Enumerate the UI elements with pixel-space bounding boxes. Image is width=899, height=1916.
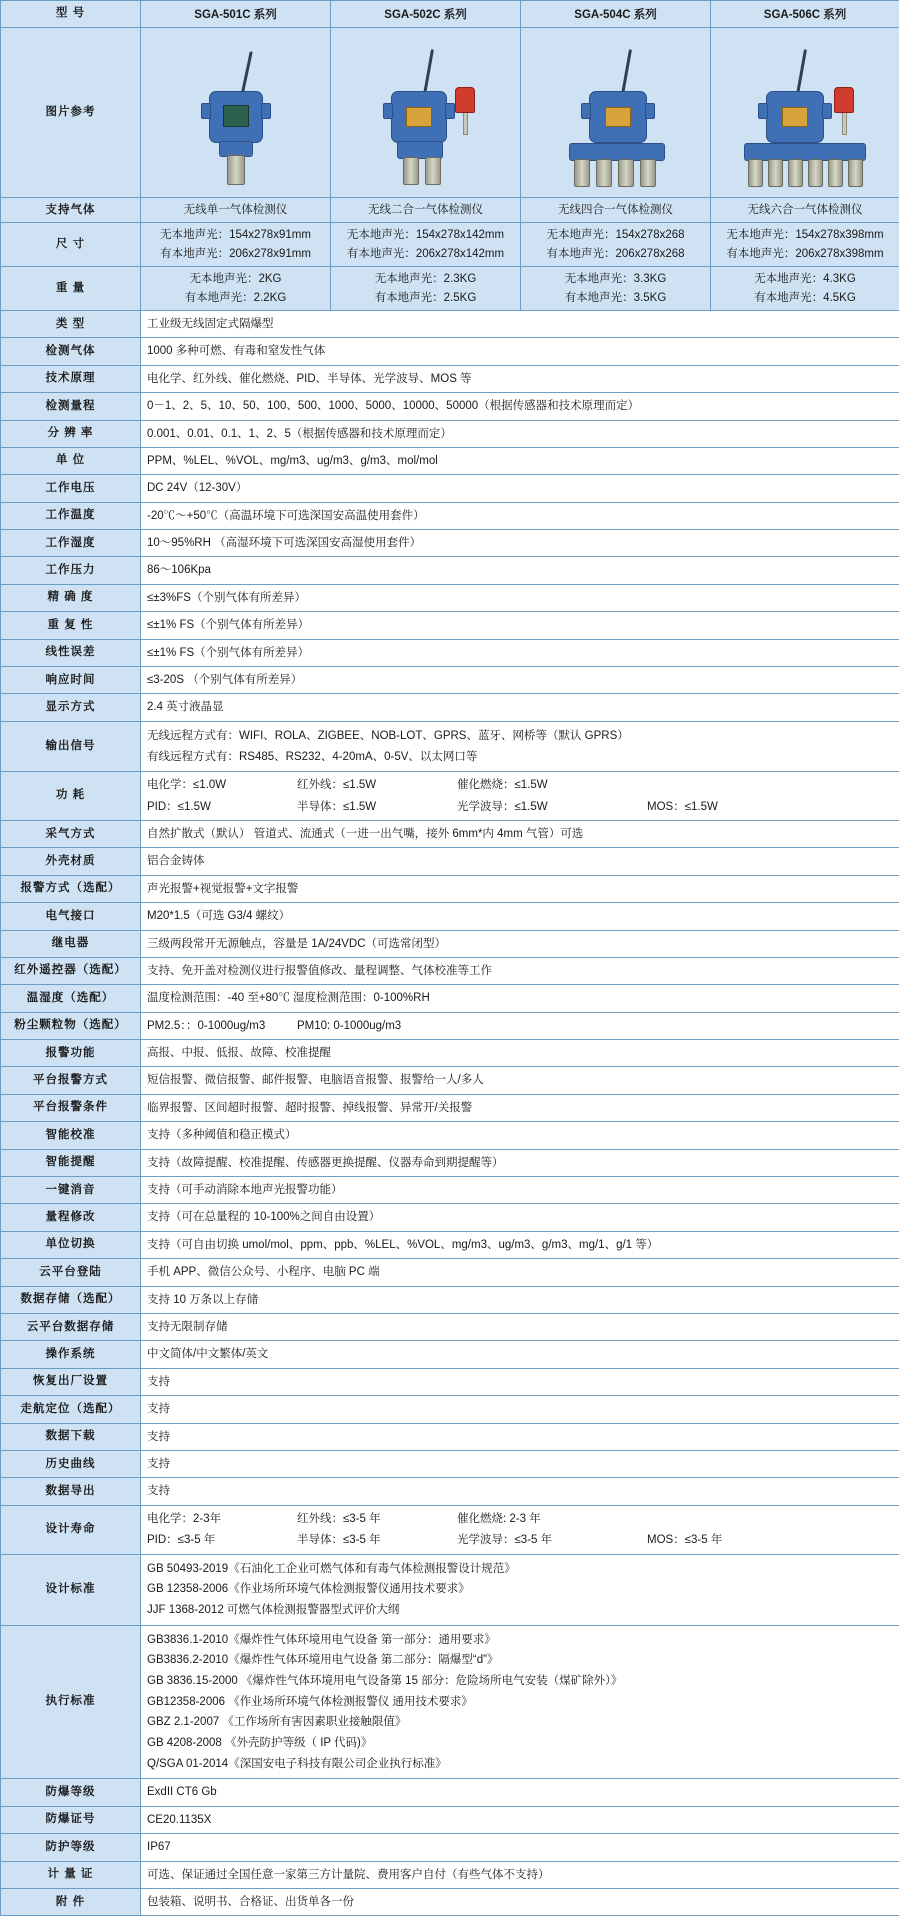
row-value-platform-alarm-condition: 临界报警、区间超时报警、超时报警、掉线报警、异常开/关报警 (141, 1094, 899, 1121)
row-label-cloud-storage: 云平台数据存储 (1, 1314, 141, 1341)
power-semiconductor: 半导体：≤1.5W (297, 798, 457, 816)
row-label-repeatability: 重 复 性 (1, 612, 141, 639)
mount-lug-left (758, 103, 768, 119)
row-label-os: 操作系统 (1, 1341, 141, 1368)
row-label-gas-support: 支持气体 (1, 198, 141, 223)
device-image-502c (331, 28, 521, 198)
row-label-sampling: 采气方式 (1, 820, 141, 847)
power-optical: 光学波导：≤1.5W (457, 798, 647, 816)
row-value-ex-grade: ExdII CT6 Gb (141, 1779, 899, 1806)
power-catalytic: 催化燃烧：≤1.5W (457, 776, 647, 794)
row-label-mute: 一键消音 (1, 1177, 141, 1204)
row-label-principle: 技术原理 (1, 365, 141, 392)
row-value-unit-switch: 支持（可自由切换 umol/mol、ppm、ppb、%LEL、%VOL、mg/m3、ug/m3、g/m3、mg/1、g/1 等） (141, 1231, 899, 1258)
table-row-size (1, 223, 899, 267)
row-label-exec-standard: 执行标准 (1, 1625, 141, 1779)
table-row-metrology-cert (1, 1861, 899, 1888)
table-row-cloud-storage (1, 1314, 899, 1341)
table-row-sampling (1, 820, 899, 847)
row-value-type: 工业级无线固定式隔爆型 (141, 310, 899, 337)
row-label-temperature: 工作温度 (1, 502, 141, 529)
model-header-1: SGA-501C 系列 (141, 1, 331, 28)
sensor-probe-2 (768, 159, 783, 187)
row-value-os: 中文简体/中文繁体/英文 (141, 1341, 899, 1368)
row-label-response-time: 响应时间 (1, 667, 141, 694)
table-row-model (1, 1, 899, 28)
power-electrochemical: 电化学：≤1.0W (147, 776, 297, 794)
row-value-history-curve: 支持 (141, 1450, 899, 1477)
exec-standard-line-6: GB 4208-2008 《外壳防护等级（ IP 代码)》 (147, 1733, 893, 1754)
row-value-ex-cert: CE20.1135X (141, 1806, 899, 1833)
antenna-icon (240, 51, 252, 97)
row-value-detect-gas: 1000 多种可燃、有毒和窒发性气体 (141, 338, 899, 365)
row-value-smart-reminder: 支持（故障提醒、校准提醒、传感器更换提醒、仪器寿命到期提醒等） (141, 1149, 899, 1176)
model-header-4: SGA-506C 系列 (711, 1, 899, 28)
table-row-repeatability (1, 612, 899, 639)
antenna-icon (621, 49, 632, 95)
row-label-pressure: 工作压力 (1, 557, 141, 584)
row-value-housing: 铝合金铸体 (141, 848, 899, 875)
table-row-smart-reminder (1, 1149, 899, 1176)
row-label-temp-humidity-option: 温湿度（选配） (1, 985, 141, 1012)
table-row-alarm-mode (1, 875, 899, 902)
table-row-relay (1, 930, 899, 957)
mount-lug-right (645, 103, 655, 119)
output-signal-line-2: 有线远程方式有：RS485、RS232、4-20mA、0-5V、以太网口等 (147, 747, 893, 768)
lifespan-optical: 光学波导：≤3-5 年 (457, 1531, 647, 1549)
mount-lug-left (581, 103, 591, 119)
row-value-alarm-mode: 声光报警+视觉报警+文字报警 (141, 875, 899, 902)
row-label-model: 型 号 (1, 1, 141, 28)
table-row-range (1, 393, 899, 420)
row-value-unit: PPM、%LEL、%VOL、mg/m3、ug/m3、g/m3、mol/mol (141, 447, 899, 474)
row-label-humidity: 工作湿度 (1, 530, 141, 557)
sensor-probe-1 (574, 159, 590, 187)
row-label-unit-switch: 单位切换 (1, 1231, 141, 1258)
lifespan-electrochemical: 电化学：2-3年 (147, 1510, 297, 1528)
row-label-relay: 继电器 (1, 930, 141, 957)
table-row-smart-calibration (1, 1122, 899, 1149)
device-image-504c (521, 28, 711, 198)
row-value-humidity: 10～95%RH （高湿环境下可选深国安高湿使用套件） (141, 530, 899, 557)
size-2 (331, 223, 521, 267)
table-row-mute (1, 1177, 899, 1204)
row-label-metrology-cert: 计 量 证 (1, 1861, 141, 1888)
row-label-smart-calibration: 智能校准 (1, 1122, 141, 1149)
row-value-factory-reset: 支持 (141, 1368, 899, 1395)
row-label-output-signal: 输出信号 (1, 721, 141, 771)
row-label-weight: 重 量 (1, 267, 141, 311)
row-label-platform-alarm-mode: 平台报警方式 (1, 1067, 141, 1094)
lifespan-infrared: 红外线：≤3-5 年 (297, 1510, 457, 1528)
dust-pm25: PM2.5：：0-1000ug/m3 (147, 1017, 297, 1035)
row-label-data-storage: 数据存储（选配） (1, 1286, 141, 1313)
table-row-ex-grade (1, 1779, 899, 1806)
row-value-mobile-positioning: 支持 (141, 1396, 899, 1423)
power-grid (147, 776, 893, 816)
row-label-lifespan: 设计寿命 (1, 1505, 141, 1554)
row-label-alarm-mode: 报警方式（选配） (1, 875, 141, 902)
device-image-506c (711, 28, 899, 198)
row-label-ex-cert: 防爆证号 (1, 1806, 141, 1833)
weight-1-line2: 有本地声光：2.2KG (145, 289, 326, 307)
table-row-output-signal (1, 721, 899, 771)
lifespan-blank-1 (647, 1510, 817, 1528)
mount-lug-right (445, 103, 455, 119)
row-value-mute: 支持（可手动消除本地声光报警功能） (141, 1177, 899, 1204)
row-label-smart-reminder: 智能提醒 (1, 1149, 141, 1176)
sensor-probe-1 (748, 159, 763, 187)
row-value-response-time: ≤3-20S （个别气体有所差异） (141, 667, 899, 694)
table-row-weight (1, 267, 899, 311)
row-value-accessories: 包装箱、说明书、合格证、出货单各一份 (141, 1888, 899, 1915)
display-screen (605, 107, 631, 127)
table-row-electrical-interface (1, 903, 899, 930)
weight-2 (331, 267, 521, 311)
table-row-ip-grade (1, 1834, 899, 1861)
antenna-icon (423, 49, 434, 95)
sensor-probe-2 (425, 157, 441, 185)
lifespan-grid (147, 1510, 893, 1550)
table-row-unit (1, 447, 899, 474)
display-screen (406, 107, 432, 127)
weight-4 (711, 267, 899, 311)
row-value-cloud-login: 手机 APP、微信公众号、小程序、电脑 PC 端 (141, 1259, 899, 1286)
design-standard-line-2: GB 12358-2006《作业场所环境气体检测报警仪通用技术要求》 (147, 1579, 893, 1600)
table-row-accuracy (1, 584, 899, 611)
row-value-data-export: 支持 (141, 1478, 899, 1505)
row-value-temp-humidity-option: 温度检测范围：-40 至+80℃ 湿度检测范围：0-100%RH (141, 985, 899, 1012)
row-value-accuracy: ≤±3%FS（个别气体有所差异） (141, 584, 899, 611)
row-label-mobile-positioning: 走航定位（选配） (1, 1396, 141, 1423)
table-row-unit-switch (1, 1231, 899, 1258)
table-row-principle (1, 365, 899, 392)
display-screen (782, 107, 808, 127)
row-value-metrology-cert: 可选、保证通过全国任意一家第三方计量院、费用客户自付（有些气体不支持） (141, 1861, 899, 1888)
table-row-pressure (1, 557, 899, 584)
gas-support-3: 无线四合一气体检测仪 (521, 198, 711, 223)
lifespan-pid: PID：≤3-5 年 (147, 1531, 297, 1549)
row-label-housing: 外壳材质 (1, 848, 141, 875)
size-2-line1: 无本地声光：154x278x142mm (335, 226, 516, 244)
gas-support-4: 无线六合一气体检测仪 (711, 198, 899, 223)
row-label-cloud-login: 云平台登陆 (1, 1259, 141, 1286)
row-label-dust: 粉尘颗粒物（选配） (1, 1012, 141, 1039)
size-1-line2: 有本地声光：206x278x91mm (145, 245, 326, 263)
size-3-line1: 无本地声光：154x278x268 (525, 226, 706, 244)
table-row-resolution (1, 420, 899, 447)
exec-standard-line-1: GB3836.1-2010《爆炸性气体环境用电气设备 第一部分：通用要求》 (147, 1630, 893, 1651)
sensor-probe-6 (848, 159, 863, 187)
device-drawing-dual (351, 33, 501, 195)
row-label-image: 图片参考 (1, 28, 141, 198)
table-row-image (1, 28, 899, 198)
mount-lug-left (383, 103, 393, 119)
beacon-light-icon (834, 87, 854, 113)
exec-standard-line-5: GBZ 2.1-2007 《工作场所有害因素职业接触限值》 (147, 1712, 893, 1733)
weight-4-line2: 有本地声光：4.5KG (715, 289, 895, 307)
size-4 (711, 223, 899, 267)
table-row-range-modify (1, 1204, 899, 1231)
row-value-smart-calibration: 支持（多种阈值和稳正模式） (141, 1122, 899, 1149)
row-value-data-download: 支持 (141, 1423, 899, 1450)
table-row-voltage (1, 475, 899, 502)
table-row-housing (1, 848, 899, 875)
sensor-probe-4 (808, 159, 823, 187)
power-mos: MOS：≤1.5W (647, 798, 817, 816)
table-row-lifespan (1, 1505, 899, 1554)
size-4-line2: 有本地声光：206x278x398mm (715, 245, 895, 263)
row-label-voltage: 工作电压 (1, 475, 141, 502)
beacon-light-icon (455, 87, 475, 113)
exec-standard-line-2: GB3836.2-2010《爆炸性气体环境用电气设备 第二部分：隔爆型“d”》 (147, 1650, 893, 1671)
row-value-alarm-function: 高报、中报、低报、故障、校准提醒 (141, 1040, 899, 1067)
weight-1-line1: 无本地声光：2KG (145, 270, 326, 288)
table-row-history-curve (1, 1450, 899, 1477)
row-value-relay: 三级两段常开无源触点，容量是 1A/24VDC（可选常闭型） (141, 930, 899, 957)
beacon-post (842, 111, 847, 135)
row-label-accuracy: 精 确 度 (1, 584, 141, 611)
table-row-data-storage (1, 1286, 899, 1313)
lifespan-semiconductor: 半导体：≤3-5 年 (297, 1531, 457, 1549)
row-label-alarm-function: 报警功能 (1, 1040, 141, 1067)
row-value-exec-standard (141, 1625, 899, 1779)
lifespan-blank-2 (817, 1510, 899, 1528)
row-value-resolution: 0.001、0.01、0.1、1、2、5（根据传感器和技术原理而定） (141, 420, 899, 447)
row-label-ir-remote: 红外遥控器（选配） (1, 957, 141, 984)
sensor-probe-1 (403, 157, 419, 185)
size-3-line2: 有本地声光：206x278x268 (525, 245, 706, 263)
row-label-data-export: 数据导出 (1, 1478, 141, 1505)
table-row-response-time (1, 667, 899, 694)
table-row-factory-reset (1, 1368, 899, 1395)
row-value-principle: 电化学、红外线、催化燃烧、PID、半导体、光学波导、MOS 等 (141, 365, 899, 392)
weight-3 (521, 267, 711, 311)
power-infrared: 红外线：≤1.5W (297, 776, 457, 794)
weight-4-line1: 无本地声光：4.3KG (715, 270, 895, 288)
row-label-range-modify: 量程修改 (1, 1204, 141, 1231)
exec-standard-line-3: GB 3836.15-2000 《爆炸性气体环境用电气设备第 15 部分：危险场所电气安装（煤矿除外）》 (147, 1671, 893, 1692)
row-label-data-download: 数据下载 (1, 1423, 141, 1450)
table-row-gas-support (1, 198, 899, 223)
row-value-temperature: -20℃～+50℃（高温环境下可选深国安高温使用套件） (141, 502, 899, 529)
row-value-display: 2.4 英寸液晶显 (141, 694, 899, 721)
table-row-temperature (1, 502, 899, 529)
row-value-pressure: 86～106Kpa (141, 557, 899, 584)
dust-grid (147, 1017, 893, 1035)
row-label-display: 显示方式 (1, 694, 141, 721)
weight-3-line1: 无本地声光：3.3KG (525, 270, 706, 288)
row-label-detect-gas: 检测气体 (1, 338, 141, 365)
mount-lug-right (261, 103, 271, 119)
row-label-platform-alarm-condition: 平台报警条件 (1, 1094, 141, 1121)
table-row-linearity (1, 639, 899, 666)
mount-lug-right (822, 103, 832, 119)
power-pid: PID：≤1.5W (147, 798, 297, 816)
weight-2-line2: 有本地声光：2.5KG (335, 289, 516, 307)
power-blank-1 (647, 776, 817, 794)
table-row-os (1, 1341, 899, 1368)
model-header-2: SGA-502C 系列 (331, 1, 521, 28)
row-value-design-standard (141, 1554, 899, 1625)
row-value-lifespan (141, 1505, 899, 1554)
table-row-ex-cert (1, 1806, 899, 1833)
row-label-factory-reset: 恢复出厂设置 (1, 1368, 141, 1395)
table-row-type (1, 310, 899, 337)
lifespan-catalytic: 催化燃烧: 2-3 年 (457, 1510, 647, 1528)
row-value-cloud-storage: 支持无限制存储 (141, 1314, 899, 1341)
table-row-mobile-positioning (1, 1396, 899, 1423)
table-row-platform-alarm-mode (1, 1067, 899, 1094)
row-value-ir-remote: 支持、免开盖对检测仪进行报警值修改、量程调整、气体校准等工作 (141, 957, 899, 984)
row-label-unit: 单 位 (1, 447, 141, 474)
exec-standard-line-4: GB12358-2006 《作业场所环境气体检测报警仪 通用技术要求》 (147, 1692, 893, 1713)
table-row-cloud-login (1, 1259, 899, 1286)
lifespan-mos: MOS：≤3-5 年 (647, 1531, 817, 1549)
weight-2-line1: 无本地声光：2.3KG (335, 270, 516, 288)
output-signal-line-1: 无线远程方式有：WIFI、ROLA、ZIGBEE、NOB-LOT、GPRS、蓝牙、网桥等（默认 GPRS） (147, 726, 893, 747)
table-row-detect-gas (1, 338, 899, 365)
sensor-probe-3 (788, 159, 803, 187)
table-row-design-standard (1, 1554, 899, 1625)
table-row-platform-alarm-condition (1, 1094, 899, 1121)
row-label-range: 检测量程 (1, 393, 141, 420)
row-label-ex-grade: 防爆等级 (1, 1779, 141, 1806)
weight-3-line2: 有本地声光：3.5KG (525, 289, 706, 307)
display-screen (223, 105, 249, 127)
gas-support-1: 无线单一气体检测仪 (141, 198, 331, 223)
table-row-data-export (1, 1478, 899, 1505)
device-drawing-single (161, 33, 311, 195)
weight-1 (141, 267, 331, 311)
row-value-voltage: DC 24V（12-30V） (141, 475, 899, 502)
lifespan-blank-3 (817, 1531, 899, 1549)
device-image-501c (141, 28, 331, 198)
table-row-temp-humidity-option (1, 985, 899, 1012)
mount-lug-left (201, 103, 211, 119)
exec-standard-line-7: Q/SGA 01-2014《深国安电子科技有限公司企业执行标准》 (147, 1754, 893, 1775)
design-standard-line-1: GB 50493-2019《石油化工企业可燃气体和有毒气体检测报警设计规范》 (147, 1559, 893, 1580)
table-row-data-download (1, 1423, 899, 1450)
row-label-power: 功 耗 (1, 772, 141, 821)
power-blank-2 (817, 776, 899, 794)
size-4-line1: 无本地声光：154x278x398mm (715, 226, 895, 244)
design-standard-line-3: JJF 1368-2012 可燃气体检测报警器型式评价大纲 (147, 1600, 893, 1621)
device-drawing-hex (730, 33, 880, 195)
table-row-power (1, 772, 899, 821)
size-2-line2: 有本地声光：206x278x142mm (335, 245, 516, 263)
manifold (569, 143, 665, 161)
device-drawing-quad (541, 33, 691, 195)
row-label-resolution: 分 辨 率 (1, 420, 141, 447)
gas-support-2: 无线二合一气体检测仪 (331, 198, 521, 223)
row-value-linearity: ≤±1% FS（个别气体有所差异） (141, 639, 899, 666)
sensor-probe-5 (828, 159, 843, 187)
table-row-humidity (1, 530, 899, 557)
row-label-accessories: 附 件 (1, 1888, 141, 1915)
model-header-3: SGA-504C 系列 (521, 1, 711, 28)
table-row-alarm-function (1, 1040, 899, 1067)
antenna-icon (796, 49, 807, 95)
table-row-exec-standard (1, 1625, 899, 1779)
table-row-display (1, 694, 899, 721)
sensor-probe-4 (640, 159, 656, 187)
row-value-electrical-interface: M20*1.5（可选 G3/4 螺纹） (141, 903, 899, 930)
table-row-accessories (1, 1888, 899, 1915)
table-row-dust (1, 1012, 899, 1039)
row-value-ip-grade: IP67 (141, 1834, 899, 1861)
row-label-type: 类 型 (1, 310, 141, 337)
table-row-ir-remote (1, 957, 899, 984)
sensor-probe-3 (618, 159, 634, 187)
row-value-sampling: 自然扩散式（默认） 管道式、流通式（一进一出气嘴，接外 6mm*内 4mm 气管）可选 (141, 820, 899, 847)
row-label-design-standard: 设计标准 (1, 1554, 141, 1625)
size-3 (521, 223, 711, 267)
row-value-data-storage: 支持 10 万条以上存储 (141, 1286, 899, 1313)
row-value-repeatability: ≤±1% FS（个别气体有所差异） (141, 612, 899, 639)
sensor-probe-2 (596, 159, 612, 187)
row-label-history-curve: 历史曲线 (1, 1450, 141, 1477)
row-value-range: 0－1、2、5、10、50、100、500、1000、5000、10000、50000（根据传感器和技术原理而定） (141, 393, 899, 420)
dust-pm10: PM10: 0-1000ug/m3 (297, 1017, 457, 1035)
power-blank-3 (817, 798, 899, 816)
row-value-power (141, 772, 899, 821)
row-label-size: 尺 寸 (1, 223, 141, 267)
row-label-linearity: 线性误差 (1, 639, 141, 666)
row-value-platform-alarm-mode: 短信报警、微信报警、邮件报警、电脑语音报警、报警给一人/多人 (141, 1067, 899, 1094)
size-1 (141, 223, 331, 267)
beacon-post (463, 111, 468, 135)
row-label-ip-grade: 防护等级 (1, 1834, 141, 1861)
size-1-line1: 无本地声光：154x278x91mm (145, 226, 326, 244)
manifold (744, 143, 866, 161)
row-value-output-signal (141, 721, 899, 771)
row-label-electrical-interface: 电气接口 (1, 903, 141, 930)
row-value-range-modify: 支持（可在总量程的 10-100%之间自由设置） (141, 1204, 899, 1231)
sensor-probe-1 (227, 155, 245, 185)
manifold (397, 141, 443, 159)
row-value-dust (141, 1012, 899, 1039)
